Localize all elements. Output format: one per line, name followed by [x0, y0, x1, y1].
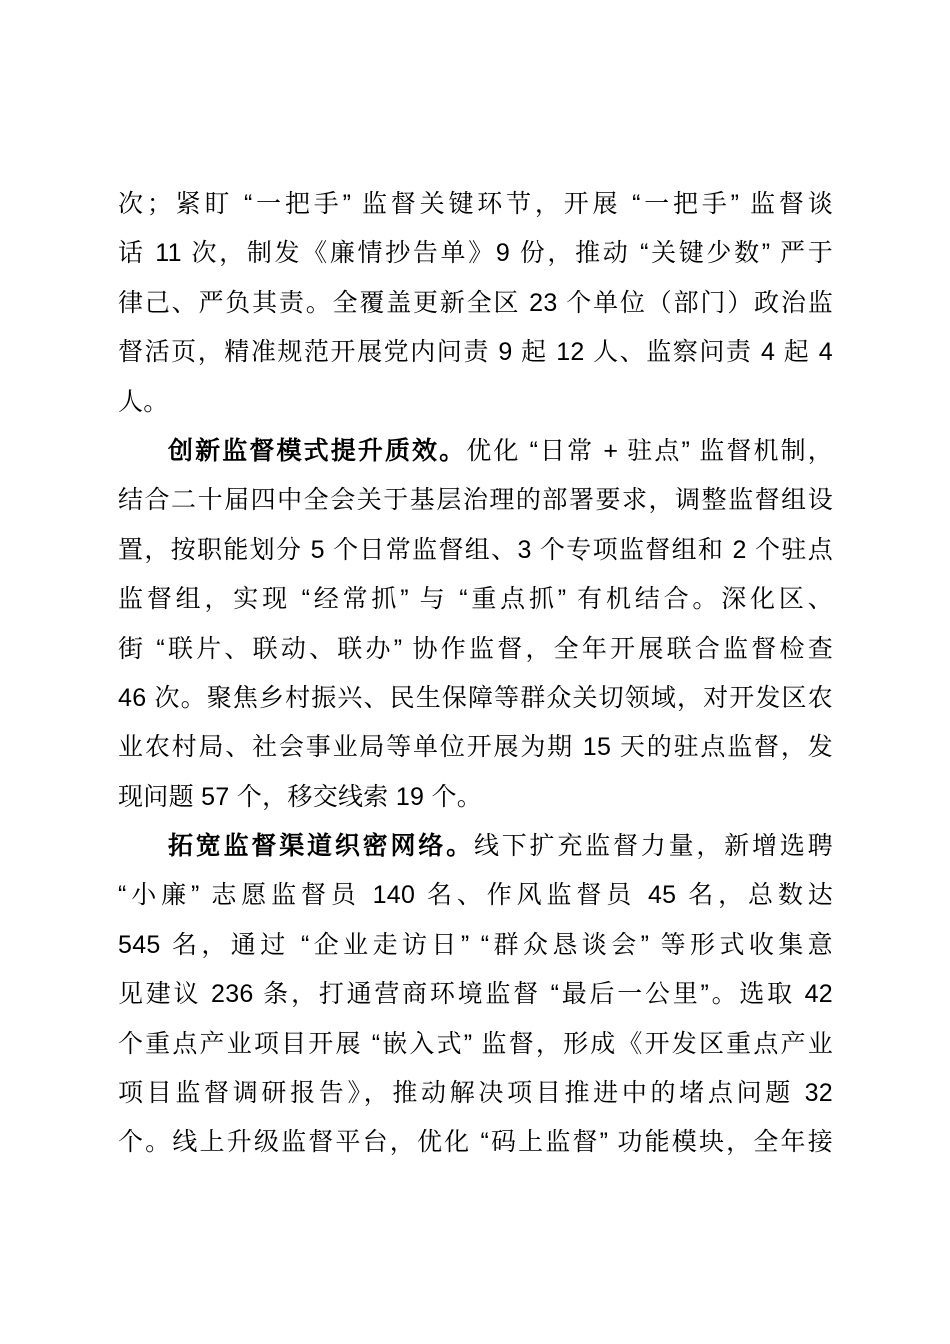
text-run: 人。 — [118, 387, 169, 416]
text-run: 次；紧盯 “一把手” 监督关键环节，开展 “一把手” 监督谈 — [118, 190, 833, 218]
para-political-supervision — [118, 180, 833, 427]
text-line — [118, 921, 833, 970]
para-widen-supervision-channels — [118, 822, 833, 1168]
bold-lead-run: 创新监督模式提升质效。 — [168, 436, 467, 465]
text-run: 街 “联片、联动、联办” 协作监督，全年开展联合监督检查 — [118, 634, 833, 663]
text-line — [118, 822, 833, 871]
text-line — [118, 378, 833, 427]
text-run: 个。线上升级监督平台，优化 “码上监督” 功能模块，全年接 — [118, 1128, 833, 1157]
text-line — [118, 180, 833, 229]
text-run: “小廉” 志愿监督员 140 名、作风监督员 45 名，总数达 — [118, 881, 833, 910]
text-run: 项目监督调研报告》，推动解决项目推进中的堵点问题 32 — [118, 1079, 833, 1108]
text-line — [118, 1069, 833, 1118]
text-run: 话 11 次，制发《廉情抄告单》9 份，推动 “关键少数” 严于 — [118, 239, 833, 268]
text-run: 现问题 57 个，移交线索 19 个。 — [118, 782, 483, 811]
text-line — [118, 229, 833, 278]
text-run: 监督组，实现 “经常抓” 与 “重点抓” 有机结合。深化区、 — [118, 585, 833, 614]
bold-lead-run: 拓宽监督渠道织密网络。 — [168, 832, 474, 861]
text-line — [118, 526, 833, 575]
text-run: 个重点产业项目开展 “嵌入式” 监督，形成《开发区重点产业 — [118, 1029, 833, 1058]
text-run: 46 次。聚焦乡村振兴、民生保障等群众关切领域，对开发区农 — [118, 683, 833, 712]
text-run: 律己、严负其责。全覆盖更新全区 23 个单位（部门）政治监 — [118, 288, 833, 317]
text-line — [118, 575, 833, 624]
text-line — [118, 970, 833, 1019]
text-line — [118, 674, 833, 723]
text-run: 优化 “日常 + 驻点” 监督机制， — [466, 436, 833, 465]
text-line — [118, 871, 833, 920]
text-line — [118, 279, 833, 328]
text-run: 线下扩充监督力量，新增选聘 — [473, 832, 833, 861]
text-line — [118, 427, 833, 476]
text-run: 见建议 236 条，打通营商环境监督 “最后一公里”。选取 42 — [118, 980, 833, 1009]
text-run: 结合二十届四中全会关于基层治理的部署要求，调整监督组设 — [118, 486, 833, 515]
text-run: 置，按职能划分 5 个日常监督组、3 个专项监督组和 2 个驻点 — [118, 535, 833, 564]
para-innovate-supervision-mode — [118, 427, 833, 822]
text-line — [118, 625, 833, 674]
text-line — [118, 773, 833, 822]
text-line — [118, 476, 833, 525]
document-body — [118, 180, 833, 1168]
text-run: 业农村局、社会事业局等单位开展为期 15 天的驻点监督，发 — [118, 733, 833, 762]
text-line — [118, 328, 833, 377]
text-line — [118, 1020, 833, 1069]
text-run: 545 名，通过 “企业走访日” “群众恳谈会” 等形式收集意 — [118, 930, 833, 959]
text-line — [118, 1118, 833, 1167]
text-run: 督活页，精准规范开展党内问责 9 起 12 人、监察问责 4 起 4 — [118, 338, 833, 367]
text-line — [118, 723, 833, 772]
